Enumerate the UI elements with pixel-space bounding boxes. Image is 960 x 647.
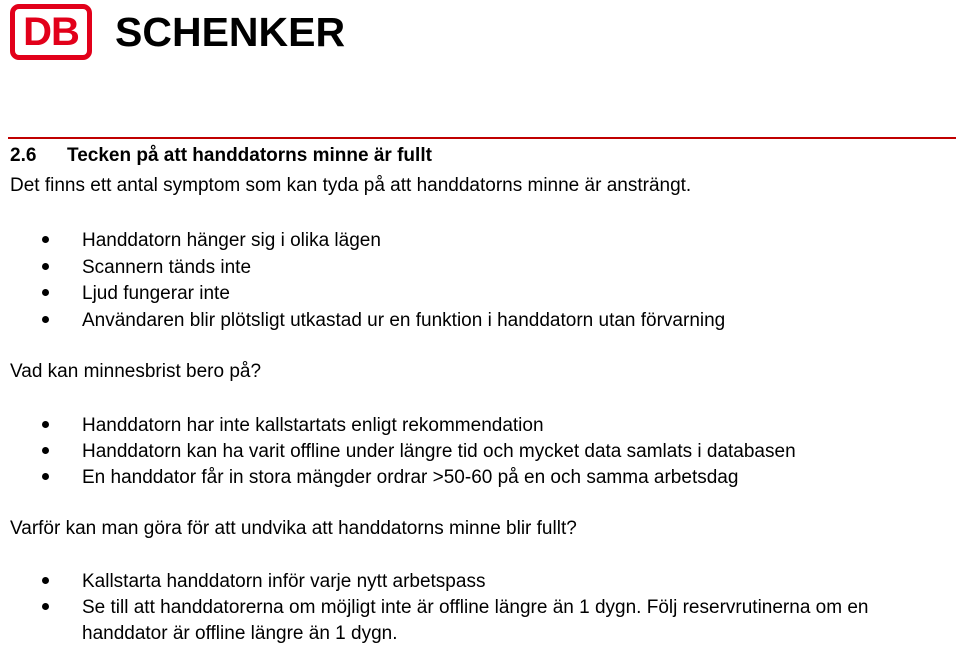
list-item-text: Ljud fungerar inte bbox=[82, 283, 230, 304]
section-intro: Det finns ett antal symptom som kan tyda på att handdatorns minne är ansträngt. bbox=[10, 175, 692, 196]
bullet-icon bbox=[42, 447, 49, 454]
bullet-icon bbox=[42, 289, 49, 296]
bullet-icon bbox=[42, 316, 49, 323]
bullet-icon bbox=[42, 473, 49, 480]
list-item-text: Se till att handdatorerna om möjligt inte är offline längre än 1 dygn. Följ reservrutinerna om en handdator är offline längre än 1 dygn. bbox=[82, 597, 869, 644]
list-item-text: En handdator får in stora mängder ordrar >50-60 på en och samma arbetsdag bbox=[82, 467, 739, 488]
db-logo-text: DB bbox=[23, 10, 79, 54]
list-item-text: Handdatorn har inte kallstartats enligt rekommendation bbox=[82, 415, 544, 436]
list-item-text: Handdatorn kan ha varit offline under längre tid och mycket data samlats i databasen bbox=[82, 441, 796, 462]
header-divider bbox=[8, 137, 956, 139]
bullet-icon bbox=[42, 421, 49, 428]
section-title: Tecken på att handdatorns minne är fullt bbox=[67, 145, 432, 166]
bullet-icon bbox=[42, 603, 49, 610]
list-item-text: Scannern tänds inte bbox=[82, 257, 252, 278]
list-item-text: Kallstarta handdatorn inför varje nytt arbetspass bbox=[82, 571, 486, 592]
section-heading bbox=[10, 145, 432, 167]
db-logo-mark bbox=[10, 4, 92, 60]
db-schenker-logo bbox=[10, 2, 345, 62]
list-item-text: Användaren blir plötsligt utkastad ur en funktion i handdatorn utan förvarning bbox=[82, 310, 726, 331]
prevention-question: Varför kan man göra för att undvika att handdatorns minne blir fullt? bbox=[10, 518, 577, 539]
bullet-icon bbox=[42, 236, 49, 243]
schenker-wordmark: SCHENKER bbox=[115, 8, 346, 55]
causes-question: Vad kan minnesbrist bero på? bbox=[10, 361, 262, 382]
section-number: 2.6 bbox=[10, 145, 37, 166]
bullet-icon bbox=[42, 263, 49, 270]
list-item-text: Handdatorn hänger sig i olika lägen bbox=[82, 230, 381, 251]
bullet-icon bbox=[42, 577, 49, 584]
